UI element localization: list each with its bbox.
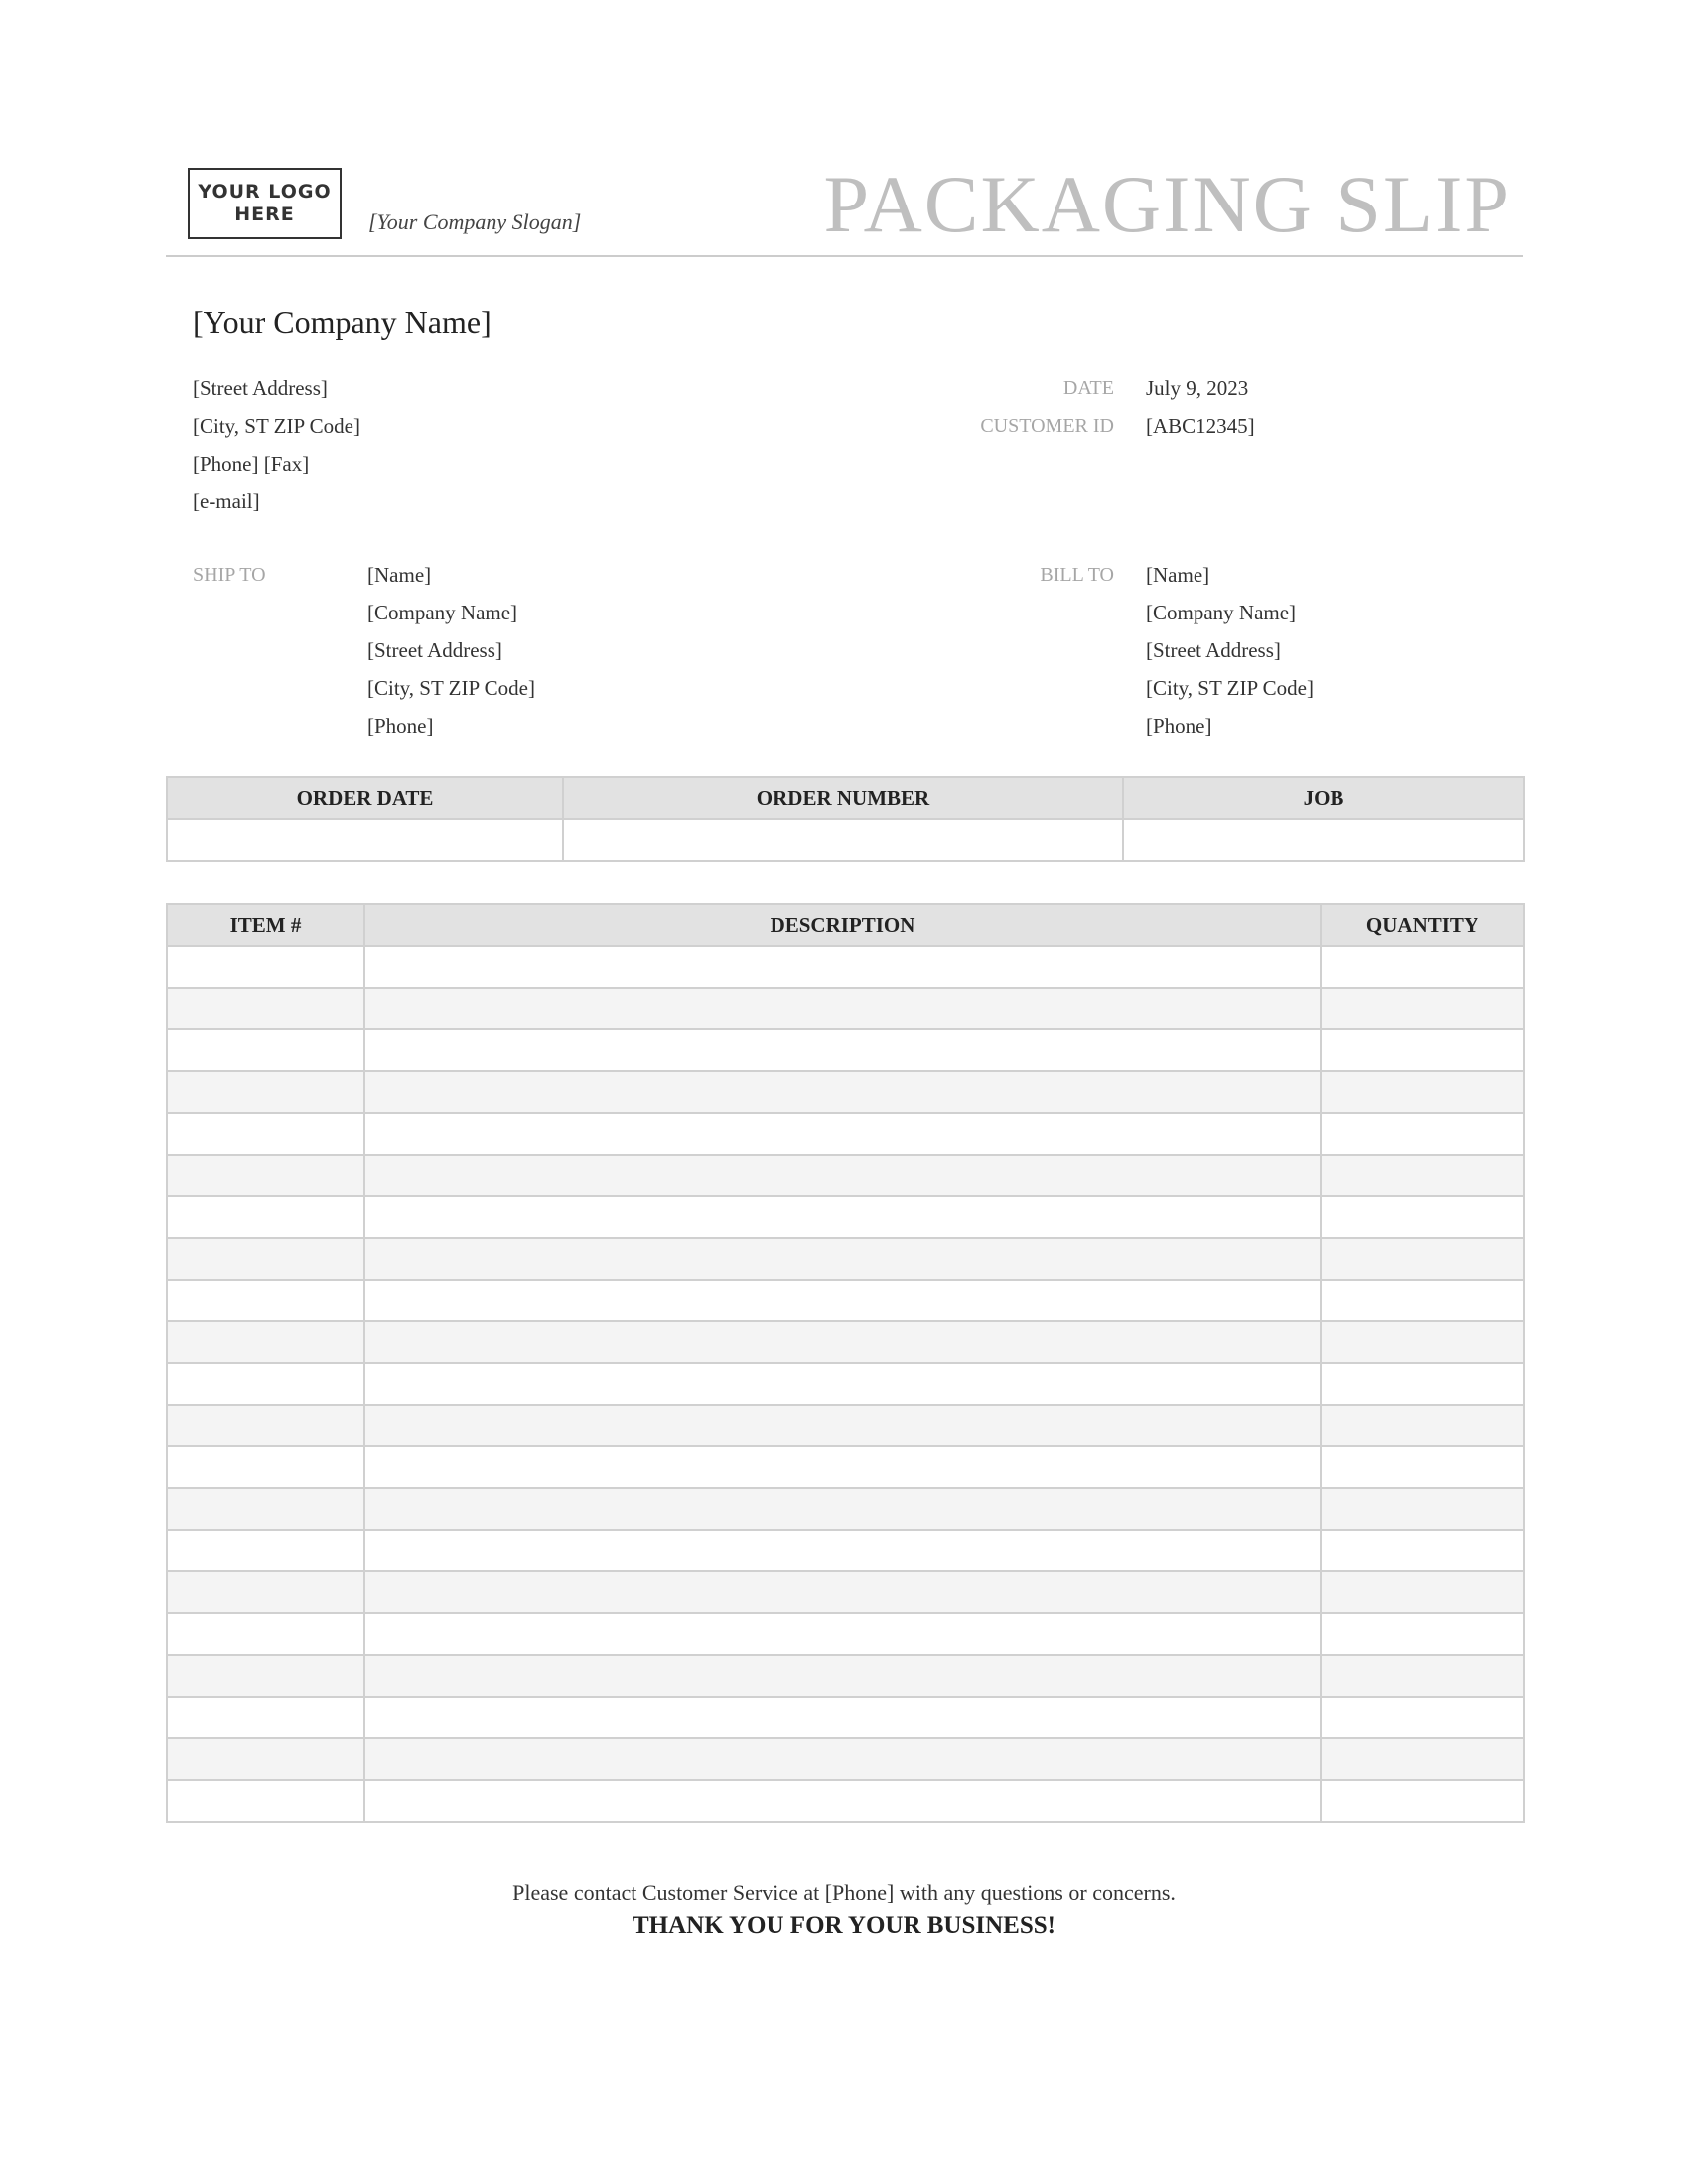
table-row <box>167 1363 1524 1405</box>
company-name[interactable]: [Your Company Name] <box>193 304 492 340</box>
description-cell[interactable] <box>364 1655 1321 1697</box>
table-row <box>167 946 1524 988</box>
table-row <box>167 1697 1524 1738</box>
order-number-header: ORDER NUMBER <box>563 777 1123 819</box>
order-info-value-row <box>167 819 1524 861</box>
item-number-cell[interactable] <box>167 1280 364 1321</box>
quantity-cell[interactable] <box>1321 1613 1524 1655</box>
footer-contact: Please contact Customer Service at [Phone] with any questions or concerns. <box>512 1880 1176 1905</box>
item-number-cell[interactable] <box>167 1029 364 1071</box>
item-number-cell[interactable] <box>167 1655 364 1697</box>
company-email[interactable]: [e-mail] <box>193 489 260 513</box>
company-city[interactable]: [City, ST ZIP Code] <box>193 414 360 438</box>
description-cell[interactable] <box>364 1071 1321 1113</box>
item-number-cell[interactable] <box>167 1113 364 1155</box>
description-cell[interactable] <box>364 1363 1321 1405</box>
quantity-cell[interactable] <box>1321 1280 1524 1321</box>
quantity-cell[interactable] <box>1321 1697 1524 1738</box>
item-number-cell[interactable] <box>167 1613 364 1655</box>
quantity-cell[interactable] <box>1321 1571 1524 1613</box>
bill-to-phone[interactable]: [Phone] <box>1146 714 1212 738</box>
meta-values <box>1146 369 1255 445</box>
company-address-block <box>193 369 360 520</box>
table-row <box>167 1613 1524 1655</box>
item-number-cell[interactable] <box>167 1155 364 1196</box>
description-cell[interactable] <box>364 1238 1321 1280</box>
description-cell[interactable] <box>364 988 1321 1029</box>
table-row <box>167 1155 1524 1196</box>
quantity-cell[interactable] <box>1321 1238 1524 1280</box>
item-number-cell[interactable] <box>167 1530 364 1571</box>
item-number-cell[interactable] <box>167 946 364 988</box>
table-row <box>167 1113 1524 1155</box>
order-date-cell[interactable] <box>167 819 563 861</box>
table-row <box>167 1029 1524 1071</box>
bill-to-company[interactable]: [Company Name] <box>1146 601 1297 624</box>
order-number-cell[interactable] <box>563 819 1123 861</box>
ship-to-company[interactable]: [Company Name] <box>367 601 518 624</box>
company-slogan[interactable]: [Your Company Slogan] <box>368 209 582 234</box>
quantity-cell[interactable] <box>1321 1405 1524 1446</box>
quantity-header: QUANTITY <box>1321 904 1524 946</box>
logo-line-1: YOUR LOGO <box>198 181 332 203</box>
meta-labels <box>980 369 1114 445</box>
table-row <box>167 1655 1524 1697</box>
description-cell[interactable] <box>364 1196 1321 1238</box>
date-value[interactable]: July 9, 2023 <box>1146 376 1249 400</box>
quantity-cell[interactable] <box>1321 946 1524 988</box>
bill-to-block <box>1146 556 1314 745</box>
item-number-cell[interactable] <box>167 1196 364 1238</box>
description-cell[interactable] <box>364 1446 1321 1488</box>
description-cell[interactable] <box>364 1405 1321 1446</box>
description-cell[interactable] <box>364 1113 1321 1155</box>
items-body <box>167 946 1524 1822</box>
bill-to-city[interactable]: [City, ST ZIP Code] <box>1146 676 1314 700</box>
job-cell[interactable] <box>1123 819 1524 861</box>
company-phone-fax[interactable]: [Phone] [Fax] <box>193 452 310 476</box>
table-row <box>167 1446 1524 1488</box>
description-cell[interactable] <box>364 1321 1321 1363</box>
bill-to-label: BILL TO <box>1040 564 1114 586</box>
ship-to-label: SHIP TO <box>193 564 266 586</box>
description-cell[interactable] <box>364 1738 1321 1780</box>
item-number-cell[interactable] <box>167 1780 364 1822</box>
header-divider <box>166 255 1523 257</box>
table-row <box>167 1738 1524 1780</box>
items-header-row <box>167 904 1524 946</box>
table-row <box>167 1280 1524 1321</box>
customer-id-label: CUSTOMER ID <box>980 415 1114 437</box>
table-row <box>167 1405 1524 1446</box>
item-number-cell[interactable] <box>167 1738 364 1780</box>
table-row <box>167 988 1524 1029</box>
ship-to-phone[interactable]: [Phone] <box>367 714 434 738</box>
logo-line-2: HERE <box>234 204 295 225</box>
date-label: DATE <box>1062 377 1114 399</box>
description-cell[interactable] <box>364 1697 1321 1738</box>
bill-to-street[interactable]: [Street Address] <box>1146 638 1281 662</box>
item-number-cell[interactable] <box>167 1571 364 1613</box>
order-info-header-row <box>167 777 1524 819</box>
table-row <box>167 1238 1524 1280</box>
quantity-cell[interactable] <box>1321 1029 1524 1071</box>
table-row <box>167 1780 1524 1822</box>
document-title: PACKAGING SLIP <box>823 159 1511 249</box>
description-cell[interactable] <box>364 1029 1321 1071</box>
item-number-cell[interactable] <box>167 1321 364 1363</box>
table-row <box>167 1571 1524 1613</box>
item-number-cell[interactable] <box>167 1697 364 1738</box>
bill-to-name[interactable]: [Name] <box>1146 563 1210 587</box>
item-number-cell[interactable] <box>167 1446 364 1488</box>
table-row <box>167 1530 1524 1571</box>
quantity-cell[interactable] <box>1321 1071 1524 1113</box>
company-street[interactable]: [Street Address] <box>193 376 328 400</box>
description-cell[interactable] <box>364 1571 1321 1613</box>
quantity-cell[interactable] <box>1321 1655 1524 1697</box>
ship-to-block <box>367 556 535 745</box>
ship-to-city[interactable]: [City, ST ZIP Code] <box>367 676 535 700</box>
quantity-cell[interactable] <box>1321 1363 1524 1405</box>
item-number-cell[interactable] <box>167 1405 364 1446</box>
description-cell[interactable] <box>364 946 1321 988</box>
quantity-cell[interactable] <box>1321 1196 1524 1238</box>
quantity-cell[interactable] <box>1321 1446 1524 1488</box>
table-row <box>167 1071 1524 1113</box>
order-date-header: ORDER DATE <box>167 777 563 819</box>
table-row <box>167 1196 1524 1238</box>
item-number-cell[interactable] <box>167 1238 364 1280</box>
order-info-table <box>166 776 1525 862</box>
description-header: DESCRIPTION <box>364 904 1321 946</box>
quantity-cell[interactable] <box>1321 1113 1524 1155</box>
quantity-cell[interactable] <box>1321 1321 1524 1363</box>
description-cell[interactable] <box>364 1280 1321 1321</box>
item-number-header: ITEM # <box>167 904 364 946</box>
item-number-cell[interactable] <box>167 1071 364 1113</box>
description-cell[interactable] <box>364 1155 1321 1196</box>
items-table <box>166 903 1525 1823</box>
description-cell[interactable] <box>364 1488 1321 1530</box>
description-cell[interactable] <box>364 1780 1321 1822</box>
ship-to-name[interactable]: [Name] <box>367 563 432 587</box>
ship-to-street[interactable]: [Street Address] <box>367 638 502 662</box>
quantity-cell[interactable] <box>1321 1155 1524 1196</box>
item-number-cell[interactable] <box>167 988 364 1029</box>
quantity-cell[interactable] <box>1321 1738 1524 1780</box>
description-cell[interactable] <box>364 1613 1321 1655</box>
quantity-cell[interactable] <box>1321 1530 1524 1571</box>
customer-id-value[interactable]: [ABC12345] <box>1146 414 1255 438</box>
logo-placeholder <box>188 168 342 239</box>
quantity-cell[interactable] <box>1321 988 1524 1029</box>
footer-thanks: THANK YOU FOR YOUR BUSINESS! <box>633 1912 1055 1939</box>
job-header: JOB <box>1123 777 1524 819</box>
item-number-cell[interactable] <box>167 1488 364 1530</box>
quantity-cell[interactable] <box>1321 1780 1524 1822</box>
item-number-cell[interactable] <box>167 1363 364 1405</box>
table-row <box>167 1321 1524 1363</box>
description-cell[interactable] <box>364 1530 1321 1571</box>
table-row <box>167 1488 1524 1530</box>
quantity-cell[interactable] <box>1321 1488 1524 1530</box>
